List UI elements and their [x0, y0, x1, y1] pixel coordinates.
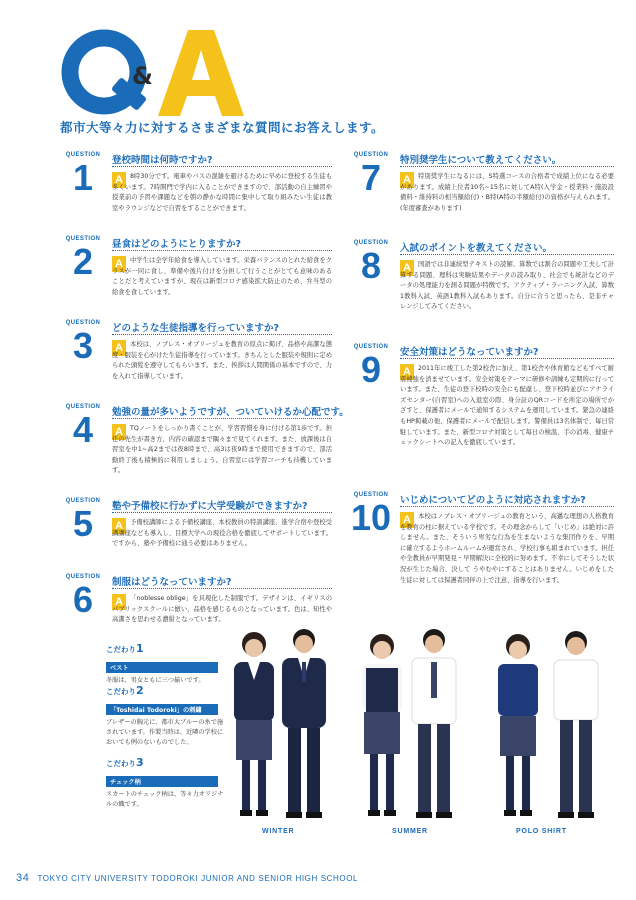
question-number: 10: [350, 497, 392, 538]
question-label: QUESTION: [65, 574, 101, 580]
kodawari-text: スカートのチェック柄は、等々力オリジナルの織です。: [106, 791, 224, 808]
answer-text: TQノートをしっかり書くことが、学習習慣を身に付ける第1歩です。担任の先生が書き方、内容の確認まで隅々まで見てくれます。また、放課後は自習室を中1~高2までは夜8時まで、高3は夜9時まで使用できますので、部活動終了後も積極的に利用しましょう。自習室には学習コーチも待機しています。: [112, 425, 332, 475]
question-label: QUESTION: [353, 240, 389, 246]
question-label: QUESTION: [65, 236, 101, 242]
divider: [112, 418, 332, 421]
answer-mark: A: [112, 518, 126, 534]
qa-item-1: [60, 152, 332, 228]
kodawari-heading: こだわり3: [106, 756, 144, 769]
divider: [112, 334, 332, 337]
divider: [400, 358, 614, 361]
answer-mark: A: [112, 424, 126, 440]
question-number-block: [348, 344, 394, 388]
uniform-photo: [222, 628, 622, 824]
question-label: QUESTION: [353, 344, 389, 350]
question-number-block: [60, 236, 106, 280]
question-number-block: [348, 492, 394, 536]
student-figure-summer-boy: [412, 629, 456, 818]
question-number-block: [348, 152, 394, 196]
divider: [112, 512, 332, 515]
question-number: 9: [360, 349, 382, 390]
question-number: 5: [72, 503, 94, 544]
question-title: 勉強の量が多いようですが、ついていけるか心配です。: [112, 407, 349, 418]
question-label: QUESTION: [65, 320, 101, 326]
qa-item-7: [348, 152, 614, 228]
question-label: QUESTION: [65, 152, 101, 158]
question-label: QUESTION: [353, 152, 389, 158]
question-number-block: [348, 240, 394, 284]
page-subtitle: 都市大等々力に対するさまざまな質問にお答えします。: [60, 120, 385, 135]
answer-text: 本校は、ノブレス・オブリージュを教育の原点に掲げ、品格や高潔な態度・服装を心がけた生徒指導を行っています。きちんとした服装や規則に定められた頭髪を遵守してもらいます。また、挨拶は人間関係の基本ですので、力を入れて指導しています。: [112, 341, 332, 380]
divider: [400, 166, 614, 169]
kodawari-text: ブレザーの胸元に、都市大ブルーの糸で施されています。作製当時は、近隣の学校においても例のないものでした。: [106, 719, 224, 746]
title-ampersand: &: [132, 62, 153, 90]
kodawari-heading: こだわり1: [106, 642, 144, 655]
answer-mark: A: [400, 172, 414, 188]
qa-item-4: [60, 404, 349, 492]
question-title: どのような生徒指導を行っていますか?: [112, 323, 280, 334]
answer-text: 8時30分です。電車やバスの混雑を避けるために早めに登校する生徒も多くいます。7時開門で学内に入ることができますので、部活動の自主練習や授業前の予習や課題などを朝の静かな時間に集中して取り組みたい生徒は教室やラウンジなどで自習をすることができます。: [112, 173, 332, 212]
divider: [112, 166, 332, 169]
kodawari-text: 冬服は、男女ともに三つ揃いです。: [106, 677, 205, 684]
title-a-logo: [158, 28, 244, 118]
answer-text: 中学生は全学年給食を導入しています。栄養バランスのとれた給食をクラスが一同に食し、準備や後片付けを分担して行うことがとても意味のあることだと考えていますが、現在は新型コロナ感染拡大防止のため、弁当型の給食を食しています。: [112, 257, 332, 296]
question-title: 塾や予備校に行かずに大学受験ができますか?: [112, 501, 308, 512]
page-number: 34: [16, 872, 30, 884]
divider: [400, 254, 614, 257]
student-figure-polo-boy: [554, 631, 598, 818]
student-figure-winter-boy: [282, 629, 326, 818]
caption-polo-shirt: POLO SHIRT: [516, 828, 567, 835]
kodawari-heading: こだわり2: [106, 684, 144, 697]
answer-mark: A: [112, 172, 126, 188]
qa-item-3: [60, 320, 332, 396]
answer-text: 「noblesse oblige」を具現化した制服です。デザインは、イギリスのパブリックスクールに倣い、品格を感じるものとなっています。色は、知性や高潔さを思わせる濃紺となっています。: [112, 595, 332, 624]
qa-item-2: [60, 236, 332, 312]
kodawari-2: [106, 684, 224, 748]
kodawari-tag: 「Toshidai Todoroki」の刺繍: [106, 704, 218, 715]
student-figure-polo-girl: [498, 634, 538, 816]
answer-mark: A: [112, 256, 126, 272]
question-title: 登校時間は何時ですか?: [112, 155, 213, 166]
question-number-block: [60, 498, 106, 542]
question-number-block: [60, 152, 106, 196]
question-number: 6: [72, 579, 94, 620]
question-number: 4: [72, 409, 94, 450]
question-title: 昼食はどのようにとりますか?: [112, 239, 242, 250]
divider: [400, 506, 614, 509]
student-figure-summer-girl: [362, 634, 402, 816]
kodawari-3: [106, 756, 224, 810]
answer-text: 特別奨学生になるには、S特選コースの合格者で成績上位になる必要があります。成績上位者10名~15名に対してA特(入学金・授業料・施設設備料・維持料の相当額給付)・B特(A特の半額給付)の資格が与えられます。(年度審査があります): [400, 173, 614, 212]
qa-item-9: [348, 344, 614, 486]
caption-summer: SUMMER: [392, 828, 428, 835]
page-footer: [16, 872, 358, 884]
answer-mark: A: [112, 340, 126, 356]
divider: [112, 250, 332, 253]
answer-text: 国語では非連続型テキストの読解、算数では割合の問題や工夫して計算する問題、理科は実験結果やデータの読み取り、社会でも統計などのデータの処理能力を測る問題が特徴です。アクティブ・ラーニング入試、算数1教科入試、英語1教科入試もあります。自分に合うと思ったら、是非チャレンジしてみてください。: [400, 261, 614, 311]
question-title: 入試のポイントを教えてください。: [400, 243, 553, 254]
question-title: いじめについてどのように対応されますか?: [400, 495, 586, 506]
kodawari-tag: ベスト: [106, 662, 218, 673]
student-figure-winter-girl: [234, 632, 274, 816]
qa-item-10: [348, 492, 614, 616]
qa-item-8: [348, 240, 614, 334]
kodawari-1: [106, 642, 224, 686]
qa-item-5: [60, 498, 332, 568]
question-title: 特別奨学生について教えてください。: [400, 155, 562, 166]
question-number: 3: [72, 325, 94, 366]
question-number: 8: [360, 245, 382, 286]
answer-text: 予備校講師による予備校講座、本校教員の特訓講座、進学合宿や登校受講講座なども導入し、目標大学への現役合格を徹底してサポートしています。ですから、塾や予備校に通う必要はありません。: [112, 519, 332, 548]
kodawari-tag: チェック柄: [106, 776, 218, 787]
answer-text: 2011年に竣工した第2校舎に加え、第1校舎や体育館などもすべて耐震補強を済ませています。安全対策をテーマに研修や訓練も定期的に行っています。また、生徒の登下校時の安全にも配慮し、登下校時並びにアナライズセンター(自習室)への入退室の際、身分証のQRコードを所定の場所でかざすと、保護者にメールで通知するシステムを運用しています。緊急の連絡もHP掲載の他、保護者にメールで配信します。警備員は3名体制で、毎日常駐しています。また、新型コロナ対策として毎日の検温、手の消毒、健康チェックシートへの記入を徹底しています。: [400, 365, 614, 447]
question-label: QUESTION: [65, 404, 101, 410]
question-number-block: [60, 404, 106, 448]
question-number: 7: [360, 157, 382, 198]
answer-mark: A: [400, 512, 414, 528]
answer-mark: A: [400, 260, 414, 276]
question-number-block: [60, 320, 106, 364]
question-label: QUESTION: [65, 498, 101, 504]
school-name: TOKYO CITY UNIVERSITY TODOROKI JUNIOR AND SENIOR HIGH SCHOOL: [37, 874, 359, 883]
question-number-block: [60, 574, 106, 618]
answer-mark: A: [112, 594, 126, 610]
caption-winter: WINTER: [262, 828, 295, 835]
question-title: 安全対策はどうなっていますか?: [400, 347, 539, 358]
question-number: 1: [72, 157, 94, 198]
divider: [112, 588, 332, 591]
question-title: 制服はどうなっていますか?: [112, 577, 232, 588]
question-label: QUESTION: [353, 492, 389, 498]
answer-mark: A: [400, 364, 414, 380]
question-number: 2: [72, 241, 94, 282]
answer-text: 本校はノブレス・オブリージュの教育という、高邁な理想の人格教育を教育の柱に据えている学校です。その理念からして「いじめ」は絶対に許しません。また、そういう卑劣な行為を生まないような集団作りを、早期に確立するようホームルームが運営され、学校行事も組まれています。担任や全教員が早期発見・早期解決に全校的に努めます。不幸にしてそうした状況が生じた場合、決して うやむやにすることはありません。いじめをした生徒に対しては保護者同伴の上で注意、指導を行います。: [400, 513, 614, 584]
